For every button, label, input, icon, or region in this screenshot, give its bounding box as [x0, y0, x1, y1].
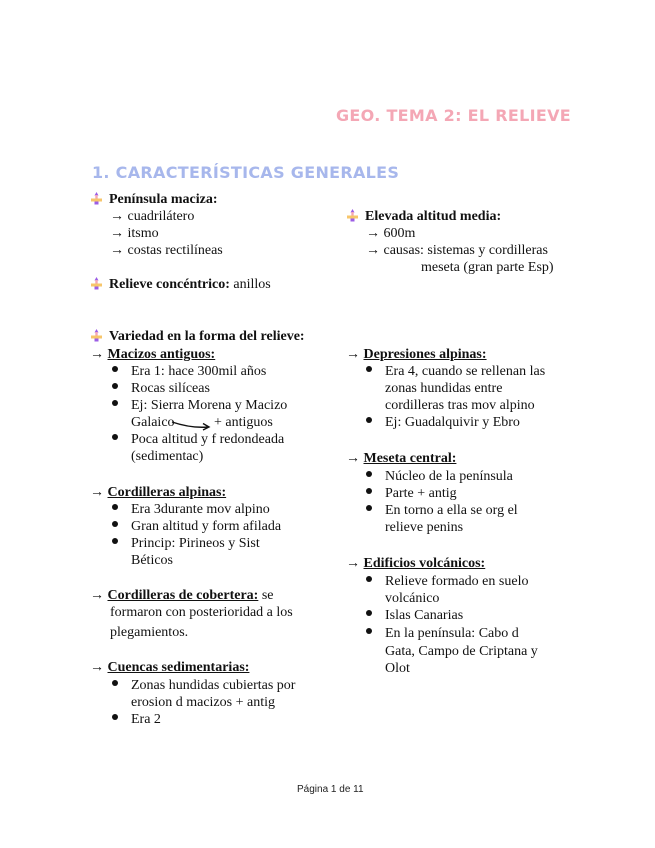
page-title: GEO. TEMA 2: EL RELIEVE	[336, 106, 572, 125]
list-item-text: En torno a ella se org el	[385, 503, 518, 518]
peninsula-item: → itsmo	[110, 226, 159, 241]
bullet-icon	[90, 277, 103, 290]
altitud-block	[346, 208, 501, 225]
bullet-icon	[90, 192, 103, 205]
volcanicos-heading: Edificios volcánicos:	[363, 556, 486, 571]
concentrico-block	[90, 276, 271, 293]
list-item	[366, 502, 518, 519]
list-item	[366, 625, 519, 642]
arrow-icon: →	[346, 347, 364, 362]
list-item-text: Zonas hundidas cubiertas por	[131, 678, 296, 693]
list-item-continuation: + antiguos	[214, 415, 273, 430]
variedad-heading: Variedad en la forma del relieve:	[109, 329, 305, 344]
bullet-dot-icon	[366, 628, 372, 634]
list-item	[112, 363, 266, 380]
bullet-dot-icon	[112, 714, 118, 720]
list-item	[112, 677, 295, 694]
list-item-continuation: Galaico	[131, 415, 175, 430]
bullet-dot-icon	[112, 400, 118, 406]
hand-drawn-arrow-icon	[170, 418, 214, 432]
section-title: 1. CARACTERÍSTICAS GENERALES	[92, 163, 400, 182]
list-item-text: Rocas silíceas	[131, 381, 210, 396]
page-number: Página 1 de 11	[297, 784, 364, 795]
macizos-heading: Macizos antiguos:	[107, 347, 216, 362]
list-item	[112, 711, 161, 728]
bullet-dot-icon	[112, 538, 118, 544]
list-item	[366, 363, 545, 380]
list-item-text: Era 2	[131, 712, 161, 727]
arrow-icon: →	[346, 451, 364, 466]
list-item	[366, 485, 457, 502]
bullet-dot-icon	[366, 488, 372, 494]
list-item-text: Islas Canarias	[385, 608, 464, 623]
list-item	[366, 607, 463, 624]
cobertera-text: plegamientos.	[110, 625, 189, 640]
list-item-text: Princip: Pirineos y Sist	[131, 536, 260, 551]
list-item-continuation: cordilleras tras mov alpino	[385, 398, 535, 413]
arrow-icon: →	[90, 347, 108, 362]
altitud-item: → causas: sistemas y cordilleras	[366, 243, 548, 258]
arrow-icon: →	[90, 588, 108, 603]
list-item	[112, 501, 270, 518]
volcanicos-heading-line	[346, 555, 485, 572]
list-item-text: Gran altitud y form afilada	[131, 519, 282, 534]
macizos-heading-line	[90, 346, 215, 363]
list-item-text: Parte + antig	[385, 486, 457, 501]
list-item-continuation: erosion d macizos + antig	[131, 695, 275, 710]
cordilleras-heading: Cordilleras alpinas:	[107, 485, 227, 500]
bullet-dot-icon	[112, 521, 118, 527]
cuencas-heading: Cuencas sedimentarias:	[107, 660, 250, 675]
list-item-text: En la península: Cabo d	[385, 626, 519, 641]
list-item-continuation: zonas hundidas entre	[385, 381, 503, 396]
list-item-text: Poca altitud y f redondeada	[131, 432, 285, 447]
arrow-icon: →	[90, 660, 108, 675]
list-item	[112, 535, 260, 552]
list-item-text: Relieve formado en suelo	[385, 574, 529, 589]
cobertera-heading: Cordilleras de cobertera:	[107, 588, 259, 603]
list-item-text: Era 3durante mov alpino	[131, 502, 270, 517]
list-item	[112, 431, 284, 448]
bullet-dot-icon	[112, 680, 118, 686]
altitud-item: → 600m	[366, 226, 416, 241]
arrow-icon: →	[90, 485, 108, 500]
list-item	[112, 397, 287, 414]
list-item-continuation: volcánico	[385, 591, 440, 606]
altitud-item: meseta (gran parte Esp)	[421, 260, 554, 275]
list-item	[112, 380, 210, 397]
meseta-heading: Meseta central:	[363, 451, 457, 466]
cordilleras-heading-line	[90, 484, 226, 501]
list-item	[366, 573, 528, 590]
list-item-continuation: Gata, Campo de Criptana y	[385, 644, 538, 659]
bullet-dot-icon	[112, 366, 118, 372]
bullet-dot-icon	[112, 504, 118, 510]
cuencas-heading-line	[90, 659, 249, 676]
bullet-dot-icon	[366, 505, 372, 511]
variedad-block	[90, 328, 305, 345]
bullet-dot-icon	[112, 383, 118, 389]
bullet-dot-icon	[366, 576, 372, 582]
list-item-text: Ej: Sierra Morena y Macizo	[131, 398, 288, 413]
peninsula-item: → cuadrilátero	[110, 209, 195, 224]
cobertera-heading-line	[90, 587, 274, 604]
list-item-continuation: (sedimentac)	[131, 449, 204, 464]
list-item-text: Ej: Guadalquivir y Ebro	[385, 415, 520, 430]
list-item-continuation: Béticos	[131, 553, 173, 568]
bullet-dot-icon	[366, 471, 372, 477]
depresiones-heading-line	[346, 346, 487, 363]
bullet-dot-icon	[366, 366, 372, 372]
list-item	[366, 468, 513, 485]
cobertera-text: se	[258, 588, 274, 603]
list-item	[112, 518, 281, 535]
concentrico-heading: Relieve concéntrico:	[109, 277, 230, 292]
peninsula-block	[90, 191, 218, 208]
list-item	[366, 414, 520, 431]
arrow-icon: →	[346, 556, 364, 571]
bullet-dot-icon	[366, 610, 372, 616]
bullet-dot-icon	[112, 434, 118, 440]
peninsula-heading: Península maciza:	[109, 192, 218, 207]
list-item-text: Era 1: hace 300mil años	[131, 364, 267, 379]
list-item-continuation: Olot	[385, 661, 410, 676]
bullet-dot-icon	[366, 417, 372, 423]
cobertera-text: formaron con posterioridad a los	[110, 605, 293, 620]
list-item-text: Núcleo de la península	[385, 469, 513, 484]
depresiones-heading: Depresiones alpinas:	[363, 347, 487, 362]
bullet-icon	[90, 329, 103, 342]
altitud-heading: Elevada altitud media:	[365, 209, 502, 224]
peninsula-item: → costas rectilíneas	[110, 243, 223, 258]
meseta-heading-line	[346, 450, 456, 467]
concentrico-text: anillos	[229, 277, 271, 292]
list-item-continuation: relieve penins	[385, 520, 464, 535]
bullet-icon	[346, 209, 359, 222]
list-item-text: Era 4, cuando se rellenan las	[385, 364, 546, 379]
